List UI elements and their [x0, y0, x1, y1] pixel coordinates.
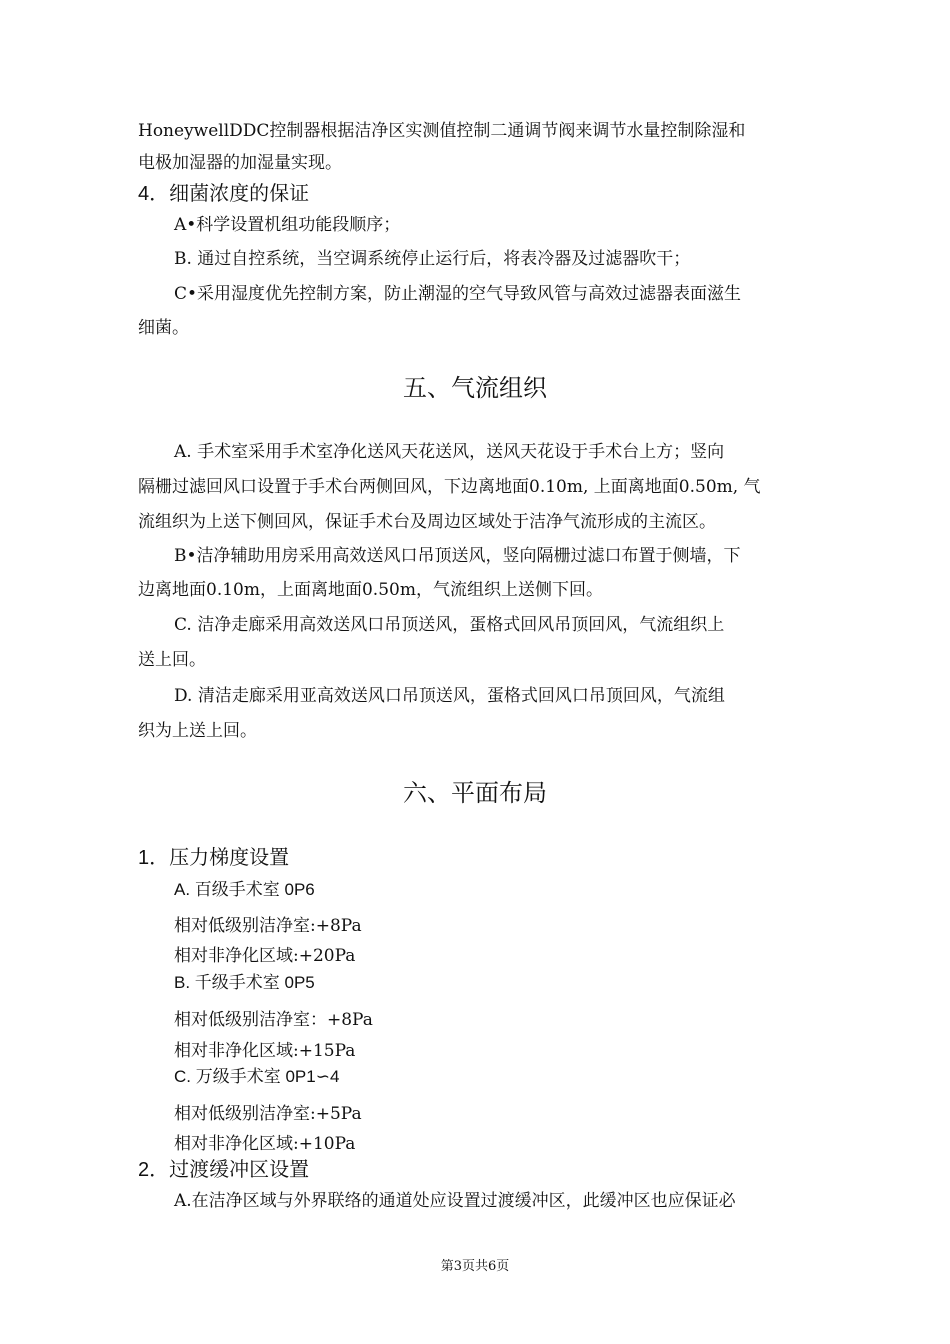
list-item: A. 手术室采用手术室净化送风天花送风，送风天花设于手术台上方；竖向 — [174, 442, 725, 462]
spec-line: 相对低级别洁净室:+5Pa — [174, 1104, 362, 1124]
paragraph-line: 边离地面0.10m，上面离地面0.50m，气流组织上送侧下回。 — [138, 580, 603, 600]
chapter-title: 六、平面布局 — [403, 780, 547, 807]
list-item: B•洁净辅助用房采用高效送风口吊顶送风，竖向隔栅过滤口布置于侧墙，下 — [174, 546, 741, 566]
section-heading: 4．细菌浓度的保证 — [138, 183, 310, 205]
paragraph-line: 隔栅过滤回风口设置于手术台两侧回风，下边离地面0.10m, 上面离地面0.50m, 气 — [138, 477, 761, 497]
list-item: C•采用湿度优先控制方案，防止潮湿的空气导致风管与高效过滤器表面滋生 — [174, 284, 742, 304]
section-heading: 1．压力梯度设置 — [138, 847, 290, 869]
section-heading: 2．过渡缓冲区设置 — [138, 1159, 310, 1181]
spec-line: 相对低级别洁净室：+8Pa — [174, 1010, 373, 1030]
subsection-heading: B. 千级手术室 0P5 — [174, 973, 315, 992]
list-item: B. 通过自控系统，当空调系统停止运行后，将表冷器及过滤器吹干； — [174, 249, 691, 269]
spec-line: 相对非净化区域:+10Pa — [174, 1134, 356, 1154]
paragraph-line: 织为上送上回。 — [138, 721, 257, 741]
paragraph-line: 送上回。 — [138, 650, 206, 670]
list-item: C. 洁净走廊采用高效送风口吊顶送风，蛋格式回风吊顶回风，气流组织上 — [174, 615, 725, 635]
paragraph-line: 细菌。 — [138, 318, 189, 338]
subsection-heading: A. 百级手术室 0P6 — [174, 880, 315, 899]
list-item: A•科学设置机组功能段顺序； — [174, 215, 401, 235]
chapter-title: 五、气流组织 — [403, 375, 547, 402]
spec-line: 相对低级别洁净室:+8Pa — [174, 916, 362, 936]
list-item: A.在洁净区域与外界联络的通道处应设置过渡缓冲区，此缓冲区也应保证必 — [174, 1191, 736, 1211]
page-footer: 第3页共6页 — [440, 1259, 510, 1274]
spec-line: 相对非净化区域:+15Pa — [174, 1041, 356, 1061]
spec-line: 相对非净化区域:+20Pa — [174, 946, 356, 966]
list-item: D. 清洁走廊采用亚高效送风口吊顶送风，蛋格式回风口吊顶回风，气流组 — [174, 686, 725, 706]
subsection-heading: C. 万级手术室 0P1∽4 — [174, 1067, 340, 1086]
paragraph-line: HoneywellDDC控制器根据洁净区实测值控制二通调节阀来调节水量控制除湿和 — [138, 121, 746, 141]
paragraph-line: 流组织为上送下侧回风，保证手术台及周边区域处于洁净气流形成的主流区。 — [138, 512, 716, 532]
paragraph-line: 电极加湿器的加湿量实现。 — [138, 153, 342, 173]
